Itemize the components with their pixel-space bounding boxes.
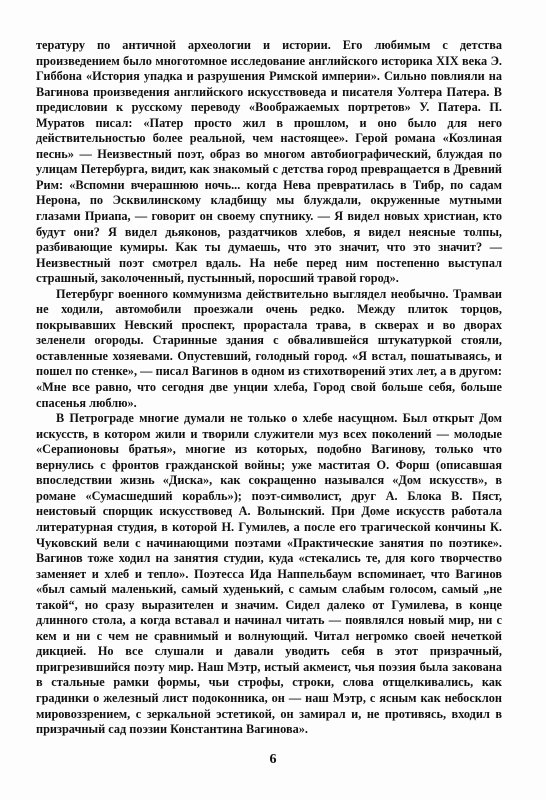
body-text: [36, 38, 502, 738]
paragraph-3: В Петрограде многие думали не только о хлебе насущном. Был открыт Дом искусств, в котором жили и творили служители муз всех поколений — молодые «Серапионовы братья», многие из которых, подобно Вагинову, только что вернулись с фронтов гражданской войны; уже маститая О. Форш (описавшая впоследствии жизнь «Диска», как сокращенно назывался «Дом искусств», в романе «Сумасшедший корабль»); поэт-символист, друг А. Блока В. Пяст, неистовый спорщик искусствовед А. Волынский. При Доме искусств работала литературная студия, в которой Н. Гумилев, а после его трагической кончины К. Чуковский вели с начинающими поэтами «Практические занятия по поэтике». Вагинов тоже ходил на занятия студии, куда «стекались те, для кого творчество заменяет и хлеб и тепло». Поэтесса Ида Наппельбаум вспоминает, что Вагинов «был самый маленький, самый худенький, с самым слабым голосом, самый „не такой“, но сразу выразителен и значим. Сидел далеко от Гумилева, в конце длинного стола, а когда вставал и начинал читать — появлялся новый мир, ни с кем и ни с чем не сравнимый и волнующий. Читал негромко своей нечеткой дикцией. Но все слушали и давали уводить себя в этот призрачный, пригрезившийся поэту мир. Наш Мэтр, истый акмеист, чья поэзия была закована в стальные рамки формы, чьи строфы, строки, слова отщелкивались, как градинки о железный лист подоконника, он — наш Мэтр, с ясным как небосклон мировоззрением, с зеркальной эстетикой, он замирал и, не противясь, входил в призрачный сад поэзии Константина Вагинова».: [36, 411, 502, 737]
page-number: 6: [269, 752, 277, 767]
paragraph-2: Петербург военного коммунизма действительно выглядел необычно. Трамваи не ходили, автомобили проезжали очень редко. Между плиток торцов, покрывавших Невский проспект, прорастала трава, в скверах и во дворах зеленели огороды. Старинные здания с обвалившейся штукатуркой стояли, оставленные хозяевами. Опустевший, голодный город. «Я встал, пошатываясь, и пошел по стенке», — писал Вагинов в одном из стихотворений этих лет, а в другом: «Мне все равно, что сегодня две унции хлеба, Город свой больше себя, больше спасенья люблю».: [36, 286, 502, 410]
paragraph-1: тературу по античной археологии и истории. Его любимым с детства произведением было многотомное исследование английского историка XIX века Э. Гиббона «История упадка и разрушения Римской империи». Сильно повлияли на Вагинова произведения английского искусствоведа и писателя Уолтера Патера. В предисловии к русскому переводу «Воображаемых портретов» У. Патера. П. Муратов писал: «Патер просто жил в прошлом, и оно было для него действительностью более реальной, чем настоящее». Герой романа «Козлиная песнь» — Неизвестный поэт, образ во многом автобиографический, блуждая по улицам Петербурга, видит, как знакомый с детства город превращается в Древний Рим: «Вспомни вчерашнюю ночь... когда Нева превратилась в Тибр, по садам Нерона, по Эсквилинскому кладбищу мы блуждали, окруженные мутными глазами Приапа, — говорит он своему спутнику. — Я видел новых христиан, кто будут они? Я видел дьяконов, раздатчиков хлебов, я видел неясные толпы, разбивающие кумиры. Как ты думаешь, что это значит, что это значит? — Неизвестный поэт смотрел вдаль. На небе перед ним постепенно выступал страшный, заколоченный, пустынный, поросший травой город».: [36, 38, 502, 286]
